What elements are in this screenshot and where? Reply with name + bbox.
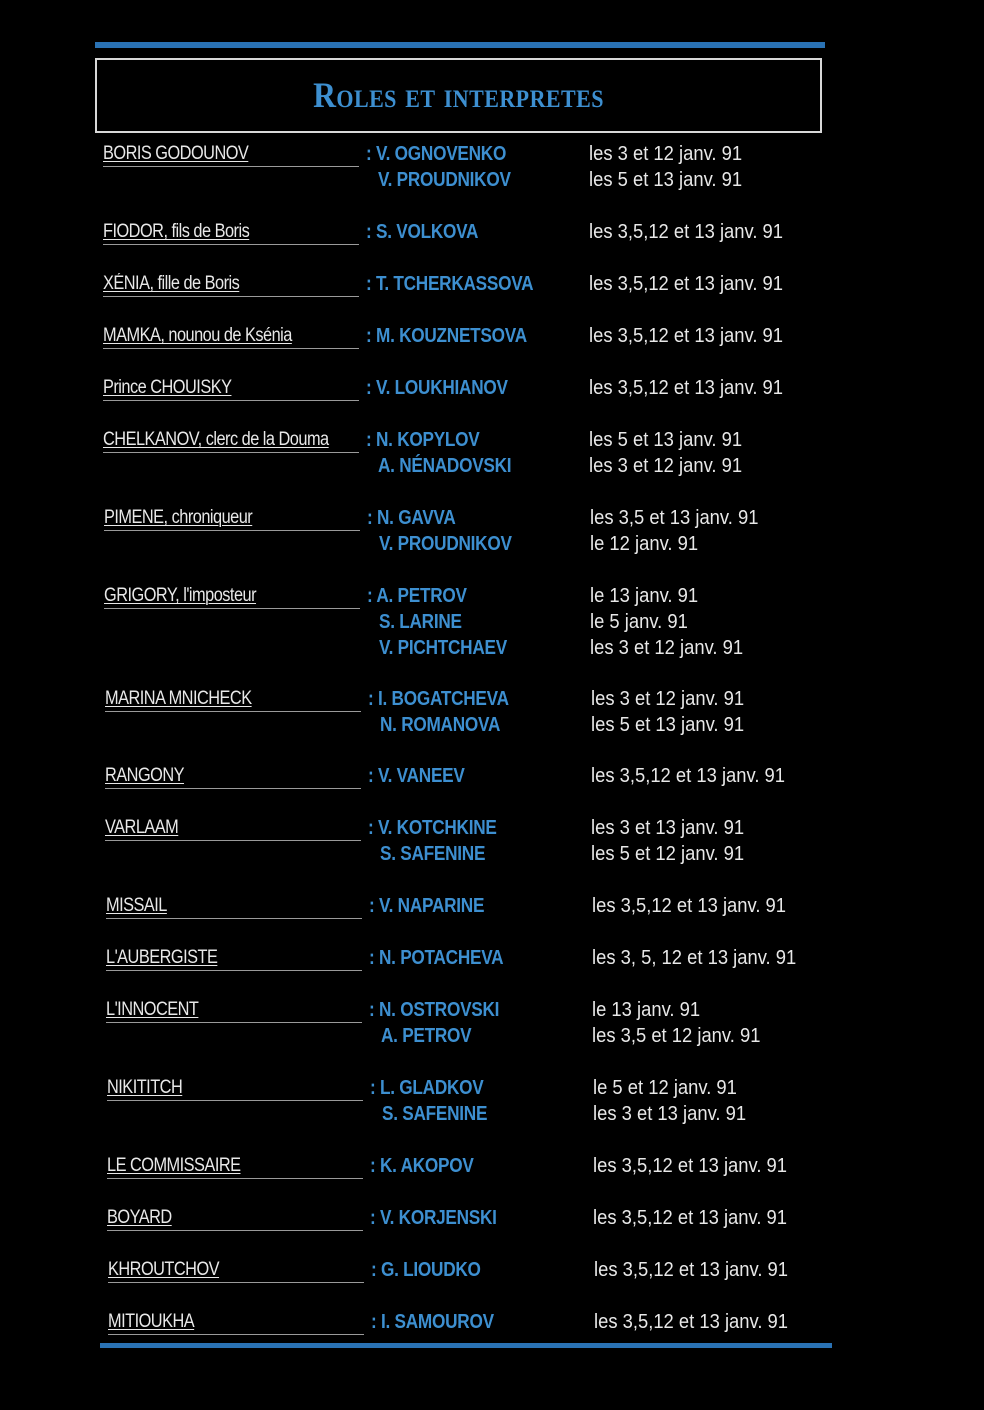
page-title: Roles et interpretes — [313, 75, 604, 115]
performer-name — [370, 1103, 580, 1129]
performer-label: V. PROUDNIKOV — [379, 533, 512, 555]
performance-date — [589, 143, 829, 169]
role-label: BOYARD — [107, 1207, 172, 1228]
performance-date — [589, 455, 829, 481]
performance-date — [591, 714, 831, 740]
performance-date-label: les 3,5,12 et 13 janv. 91 — [591, 765, 786, 787]
performance-date-label: les 3,5 et 12 janv. 91 — [592, 1025, 761, 1047]
bottom-rule — [100, 1343, 832, 1348]
role-leader-line — [103, 348, 359, 349]
role-name — [107, 1207, 363, 1233]
performance-date — [592, 1025, 832, 1051]
date-list — [589, 429, 829, 481]
performer-list — [366, 143, 576, 195]
role-leader-line — [107, 1100, 363, 1101]
role-label: MARINA MNICHECK — [105, 688, 252, 709]
performance-date — [590, 585, 830, 611]
performance-date-label: les 5 et 13 janv. 91 — [589, 169, 743, 191]
performer-label: : M. KOUZNETSOVA — [366, 325, 527, 347]
performance-date-label: les 3 et 12 janv. 91 — [590, 637, 744, 659]
performance-date-label: les 3,5,12 et 13 janv. 91 — [593, 1155, 788, 1177]
performer-name — [368, 765, 578, 791]
performer-name — [367, 637, 577, 663]
role-leader-line — [108, 1334, 364, 1335]
performance-date-label: le 13 janv. 91 — [592, 999, 701, 1021]
performer-name — [371, 1259, 581, 1285]
performance-date — [590, 533, 830, 559]
role-leader-line — [103, 166, 359, 167]
performer-list — [369, 947, 579, 973]
performance-date — [590, 611, 830, 637]
performance-date-label: les 3,5,12 et 13 janv. 91 — [589, 221, 784, 243]
performer-label: : N. GAVVA — [367, 507, 456, 529]
performer-label: S. LARINE — [379, 611, 462, 633]
performer-name — [366, 221, 576, 247]
date-list — [591, 688, 831, 740]
role-leader-line — [106, 1022, 362, 1023]
performer-label: : V. KORJENSKI — [370, 1207, 497, 1229]
role-name — [103, 377, 359, 403]
role-label: L'AUBERGISTE — [106, 947, 218, 968]
role-leader-line — [104, 608, 360, 609]
performance-date — [591, 765, 831, 791]
role-leader-line — [104, 530, 360, 531]
performer-name — [369, 999, 579, 1025]
performer-list — [366, 325, 576, 351]
role-label: MISSAIL — [106, 895, 167, 916]
performer-label: : A. PETROV — [367, 585, 467, 607]
date-list — [592, 895, 832, 921]
performance-date — [593, 1103, 833, 1129]
date-list — [589, 377, 829, 403]
role-leader-line — [105, 711, 361, 712]
role-leader-line — [103, 400, 359, 401]
performer-label: : N. OSTROVSKI — [369, 999, 499, 1021]
performance-date — [590, 507, 830, 533]
performer-label: : N. KOPYLOV — [366, 429, 480, 451]
performer-list — [366, 221, 576, 247]
performance-date — [593, 1077, 833, 1103]
performance-date-label: les 3 et 12 janv. 91 — [589, 455, 743, 477]
performer-name — [366, 143, 576, 169]
performer-list — [370, 1077, 580, 1129]
date-list — [591, 765, 831, 791]
performer-label: : V. KOTCHKINE — [368, 817, 497, 839]
role-name — [103, 143, 359, 169]
performer-label: A. NÉNADOVSKI — [378, 455, 512, 477]
role-label: RANGONY — [105, 765, 185, 786]
performance-date — [590, 637, 830, 663]
role-name — [108, 1311, 364, 1337]
performer-label: S. SAFENINE — [380, 843, 486, 865]
performer-label: : S. VOLKOVA — [366, 221, 478, 243]
date-list — [594, 1259, 834, 1285]
performance-date — [591, 688, 831, 714]
performance-date — [592, 999, 832, 1025]
performer-name — [368, 688, 578, 714]
role-leader-line — [106, 970, 362, 971]
performer-label: V. PROUDNIKOV — [378, 169, 511, 191]
performance-date-label: les 3,5,12 et 13 janv. 91 — [592, 895, 787, 917]
performer-name — [367, 585, 577, 611]
role-name — [103, 221, 359, 247]
role-label: MITIOUKHA — [108, 1311, 195, 1332]
performer-label: V. PICHTCHAEV — [379, 637, 507, 659]
performer-name — [366, 273, 576, 299]
performer-name — [368, 714, 578, 740]
role-label: VARLAAM — [105, 817, 179, 838]
performer-label: : V. VANEEV — [368, 765, 465, 787]
role-name — [107, 1077, 363, 1103]
performance-date-label: les 3,5,12 et 13 janv. 91 — [593, 1207, 788, 1229]
performer-name — [368, 843, 578, 869]
role-leader-line — [105, 788, 361, 789]
performance-date — [589, 377, 829, 403]
performance-date — [593, 1155, 833, 1181]
performer-name — [366, 325, 576, 351]
performer-name — [371, 1311, 581, 1337]
performer-label: : I. SAMOUROV — [371, 1311, 494, 1333]
performer-name — [370, 1155, 580, 1181]
performer-label: : N. POTACHEVA — [369, 947, 503, 969]
role-leader-line — [103, 296, 359, 297]
performance-date — [592, 947, 832, 973]
role-name — [104, 507, 360, 533]
performance-date — [591, 843, 831, 869]
role-label: MAMKA, nounou de Ksénia — [103, 325, 292, 346]
performer-name — [367, 507, 577, 533]
date-list — [589, 273, 829, 299]
role-name — [104, 585, 360, 611]
date-list — [592, 947, 832, 973]
role-label: BORIS GODOUNOV — [103, 143, 249, 164]
date-list — [590, 585, 830, 663]
performer-label: : L. GLADKOV — [370, 1077, 483, 1099]
performance-date — [594, 1311, 834, 1337]
performance-date-label: les 5 et 12 janv. 91 — [591, 843, 745, 865]
performer-list — [371, 1259, 581, 1285]
performer-list — [367, 585, 577, 663]
performer-label: : V. LOUKHIANOV — [366, 377, 508, 399]
date-list — [589, 143, 829, 195]
performer-list — [369, 895, 579, 921]
performance-date-label: les 3,5,12 et 13 janv. 91 — [594, 1311, 789, 1333]
role-label: XÉNIA, fille de Boris — [103, 273, 240, 294]
role-label: KHROUTCHOV — [108, 1259, 220, 1280]
role-leader-line — [107, 1230, 363, 1231]
role-label: LE COMMISSAIRE — [107, 1155, 241, 1176]
performer-label: N. ROMANOVA — [380, 714, 501, 736]
performer-name — [369, 1025, 579, 1051]
performer-label: : T. TCHERKASSOVA — [366, 273, 533, 295]
performance-date — [593, 1207, 833, 1233]
role-label: CHELKANOV, clerc de la Douma — [103, 429, 329, 450]
role-label: GRIGORY, l'imposteur — [104, 585, 257, 606]
performance-date-label: le 5 et 12 janv. 91 — [593, 1077, 737, 1099]
performer-list — [370, 1155, 580, 1181]
role-leader-line — [108, 1282, 364, 1283]
performer-name — [366, 377, 576, 403]
date-list — [591, 817, 831, 869]
performance-date-label: les 3,5,12 et 13 janv. 91 — [589, 325, 784, 347]
performer-list — [368, 688, 578, 740]
role-name — [103, 273, 359, 299]
role-name — [103, 429, 359, 455]
performer-list — [369, 999, 579, 1051]
role-name — [106, 895, 362, 921]
performer-label: : I. BOGATCHEVA — [368, 688, 509, 710]
performer-list — [367, 507, 577, 559]
performer-list — [371, 1311, 581, 1337]
role-label: L'INNOCENT — [106, 999, 199, 1020]
role-label: Prince CHOUISKY — [103, 377, 232, 398]
performer-list — [370, 1207, 580, 1233]
performer-list — [366, 273, 576, 299]
performer-name — [368, 817, 578, 843]
role-leader-line — [106, 918, 362, 919]
date-list — [590, 507, 830, 559]
role-name — [106, 947, 362, 973]
performer-name — [366, 429, 576, 455]
top-rule — [95, 42, 825, 48]
role-name — [105, 688, 361, 714]
performer-name — [366, 169, 576, 195]
performance-date-label: les 3 et 12 janv. 91 — [589, 143, 743, 165]
role-leader-line — [105, 840, 361, 841]
performer-list — [368, 765, 578, 791]
performance-date — [589, 273, 829, 299]
performance-date-label: les 3,5,12 et 13 janv. 91 — [594, 1259, 789, 1281]
performance-date — [589, 429, 829, 455]
performance-date — [592, 895, 832, 921]
date-list — [594, 1311, 834, 1337]
performance-date-label: les 3,5 et 13 janv. 91 — [590, 507, 759, 529]
role-leader-line — [107, 1178, 363, 1179]
performer-label: : V. NAPARINE — [369, 895, 484, 917]
date-list — [593, 1207, 833, 1233]
role-label: FIODOR, fils de Boris — [103, 221, 250, 242]
role-name — [106, 999, 362, 1025]
performer-label: : V. OGNOVENKO — [366, 143, 506, 165]
performer-label: A. PETROV — [381, 1025, 472, 1047]
performer-label: : K. AKOPOV — [370, 1155, 474, 1177]
role-label: PIMENE, chroniqueur — [104, 507, 253, 528]
performance-date-label: les 3,5,12 et 13 janv. 91 — [589, 377, 784, 399]
role-name — [108, 1259, 364, 1285]
performer-list — [368, 817, 578, 869]
performer-name — [366, 455, 576, 481]
performer-label: : G. LIOUDKO — [371, 1259, 481, 1281]
date-list — [589, 325, 829, 351]
performance-date — [589, 169, 829, 195]
performer-list — [366, 377, 576, 403]
performance-date-label: les 3, 5, 12 et 13 janv. 91 — [592, 947, 797, 969]
performance-date-label: les 3,5,12 et 13 janv. 91 — [589, 273, 784, 295]
title-box — [95, 58, 822, 133]
role-leader-line — [103, 452, 359, 453]
performance-date — [589, 325, 829, 351]
performance-date-label: les 5 et 13 janv. 91 — [589, 429, 743, 451]
performer-name — [369, 947, 579, 973]
date-list — [592, 999, 832, 1051]
performance-date-label: les 3 et 13 janv. 91 — [591, 817, 745, 839]
performance-date — [591, 817, 831, 843]
performer-name — [370, 1077, 580, 1103]
role-name — [105, 817, 361, 843]
performer-list — [366, 429, 576, 481]
performer-name — [369, 895, 579, 921]
date-list — [589, 221, 829, 247]
role-label: NIKITITCH — [107, 1077, 183, 1098]
performance-date-label: les 5 et 13 janv. 91 — [591, 714, 745, 736]
performer-label: S. SAFENINE — [382, 1103, 488, 1125]
performance-date-label: le 12 janv. 91 — [590, 533, 699, 555]
performer-name — [367, 611, 577, 637]
performance-date — [589, 221, 829, 247]
performer-name — [370, 1207, 580, 1233]
performance-date — [594, 1259, 834, 1285]
performance-date-label: le 13 janv. 91 — [590, 585, 699, 607]
performance-date-label: les 3 et 13 janv. 91 — [593, 1103, 747, 1125]
performance-date-label: le 5 janv. 91 — [590, 611, 688, 633]
role-name — [107, 1155, 363, 1181]
performance-date-label: les 3 et 12 janv. 91 — [591, 688, 745, 710]
date-list — [593, 1077, 833, 1129]
performer-name — [367, 533, 577, 559]
role-name — [105, 765, 361, 791]
date-list — [593, 1155, 833, 1181]
role-name — [103, 325, 359, 351]
role-leader-line — [103, 244, 359, 245]
